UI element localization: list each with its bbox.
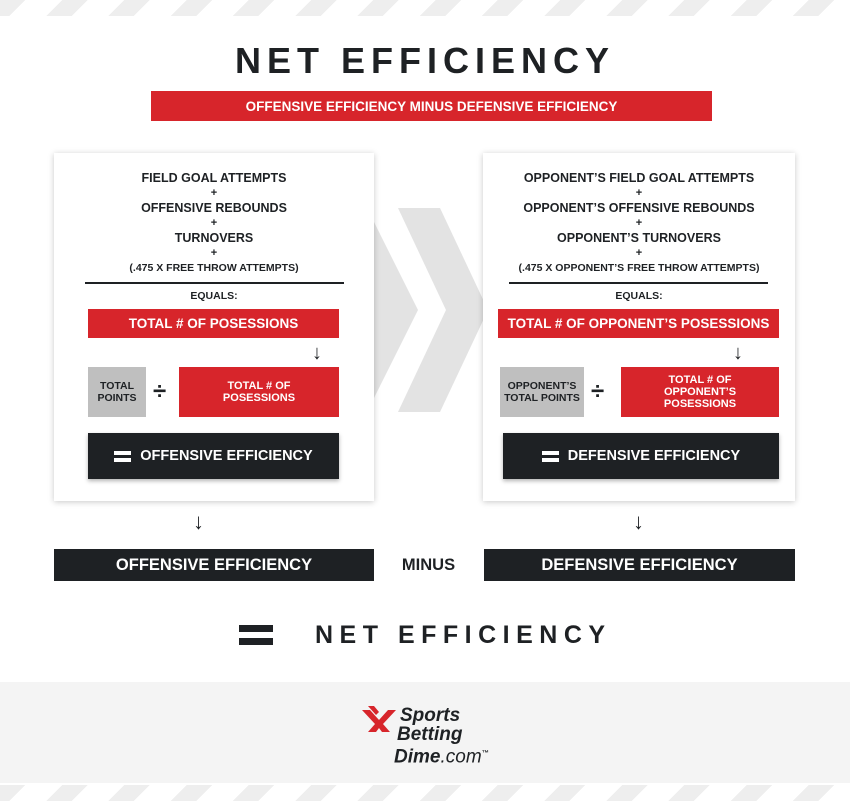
plus-sign: + xyxy=(210,187,218,199)
fraction-rule xyxy=(85,282,344,284)
defensive-formula xyxy=(483,171,795,276)
plus-sign: + xyxy=(210,217,218,229)
down-arrow-icon: ↓ xyxy=(312,342,322,364)
total-possessions-bar xyxy=(88,309,339,338)
defensive-efficiency-bar xyxy=(484,549,795,581)
equals-icon xyxy=(542,448,559,465)
plus-sign: + xyxy=(635,187,643,199)
opponent-points-box xyxy=(500,367,584,417)
chevron-arrow-icon xyxy=(372,208,488,412)
opponent-points-label: OPPONENT’S TOTAL POINTS xyxy=(504,380,580,404)
formula-term: FIELD GOAL ATTEMPTS xyxy=(141,171,287,185)
defensive-efficiency-label: DEFENSIVE EFFICIENCY xyxy=(541,555,738,574)
offensive-efficiency-label: OFFENSIVE EFFICIENCY xyxy=(115,555,313,574)
offensive-efficiency-result xyxy=(88,433,339,479)
result-label: DEFENSIVE EFFICIENCY xyxy=(567,448,741,464)
opponent-possessions-divisor-label: TOTAL # OF OPPONENT’S POSESSIONS xyxy=(663,374,737,410)
total-points-label: TOTAL POINTS xyxy=(97,380,137,404)
net-efficiency-label: NET EFFICIENCY xyxy=(315,620,612,649)
logo-text-dime-word: Dime xyxy=(394,746,441,768)
result-label: OFFENSIVE EFFICIENCY xyxy=(140,448,313,464)
formula-term: (.475 X FREE THROW ATTEMPTS) xyxy=(129,262,299,274)
divide-icon: ÷ xyxy=(591,378,605,405)
logo-text-sports: Sports xyxy=(400,705,461,726)
opponent-possessions-label: TOTAL # OF OPPONENT’S POSESSIONS xyxy=(507,316,770,331)
opponent-possessions-divisor-box xyxy=(621,367,779,417)
net-efficiency-row xyxy=(239,620,612,650)
logo-text-betting: Betting xyxy=(397,724,463,745)
footer xyxy=(0,682,850,783)
total-points-box xyxy=(88,367,146,417)
equals-label: EQUALS: xyxy=(615,290,663,302)
logo-mark-icon xyxy=(362,706,396,732)
offensive-formula xyxy=(54,171,374,276)
logo-text-domain: .com xyxy=(440,746,482,768)
defensive-efficiency-result xyxy=(503,433,779,479)
top-stripe-band xyxy=(0,0,850,16)
subtitle-bar xyxy=(151,91,712,121)
plus-sign: + xyxy=(635,217,643,229)
offensive-efficiency-bar xyxy=(54,549,374,581)
possessions-divisor-box xyxy=(179,367,339,417)
trademark-symbol: ™ xyxy=(481,750,489,757)
plus-sign: + xyxy=(210,247,218,259)
formula-term: OFFENSIVE REBOUNDS xyxy=(141,201,287,215)
down-arrow-icon: ↓ xyxy=(193,509,204,534)
down-arrow-icon: ↓ xyxy=(733,342,743,364)
possessions-divisor-label: TOTAL # OF POSESSIONS xyxy=(222,380,296,404)
formula-term: TURNOVERS xyxy=(174,231,254,245)
defensive-efficiency-panel xyxy=(483,153,795,501)
minus-label: MINUS xyxy=(401,556,456,574)
equals-label: EQUALS: xyxy=(190,290,238,302)
down-arrow-icon: ↓ xyxy=(633,509,644,534)
sports-betting-dime-logo[interactable] xyxy=(362,704,512,766)
subtitle-text: OFFENSIVE EFFICIENCY MINUS DEFENSIVE EFFICIENCY xyxy=(245,98,618,114)
divide-icon: ÷ xyxy=(153,378,167,405)
page-title: NET EFFICIENCY xyxy=(234,40,615,81)
logo-text-dime xyxy=(394,744,489,766)
opponent-possessions-bar xyxy=(498,309,779,338)
equals-icon xyxy=(114,448,131,465)
formula-term: (.475 X OPPONENT’S FREE THROW ATTEMPTS) xyxy=(518,262,760,274)
total-possessions-label: TOTAL # OF POSESSIONS xyxy=(128,316,299,331)
bottom-stripe-band xyxy=(0,785,850,801)
fraction-rule xyxy=(509,282,768,284)
formula-term: OPPONENT’S OFFENSIVE REBOUNDS xyxy=(523,201,755,215)
plus-sign: + xyxy=(635,247,643,259)
equals-icon xyxy=(239,619,273,651)
formula-term: OPPONENT’S TURNOVERS xyxy=(557,231,721,245)
offensive-efficiency-panel xyxy=(54,153,374,501)
formula-term: OPPONENT’S FIELD GOAL ATTEMPTS xyxy=(523,171,755,185)
